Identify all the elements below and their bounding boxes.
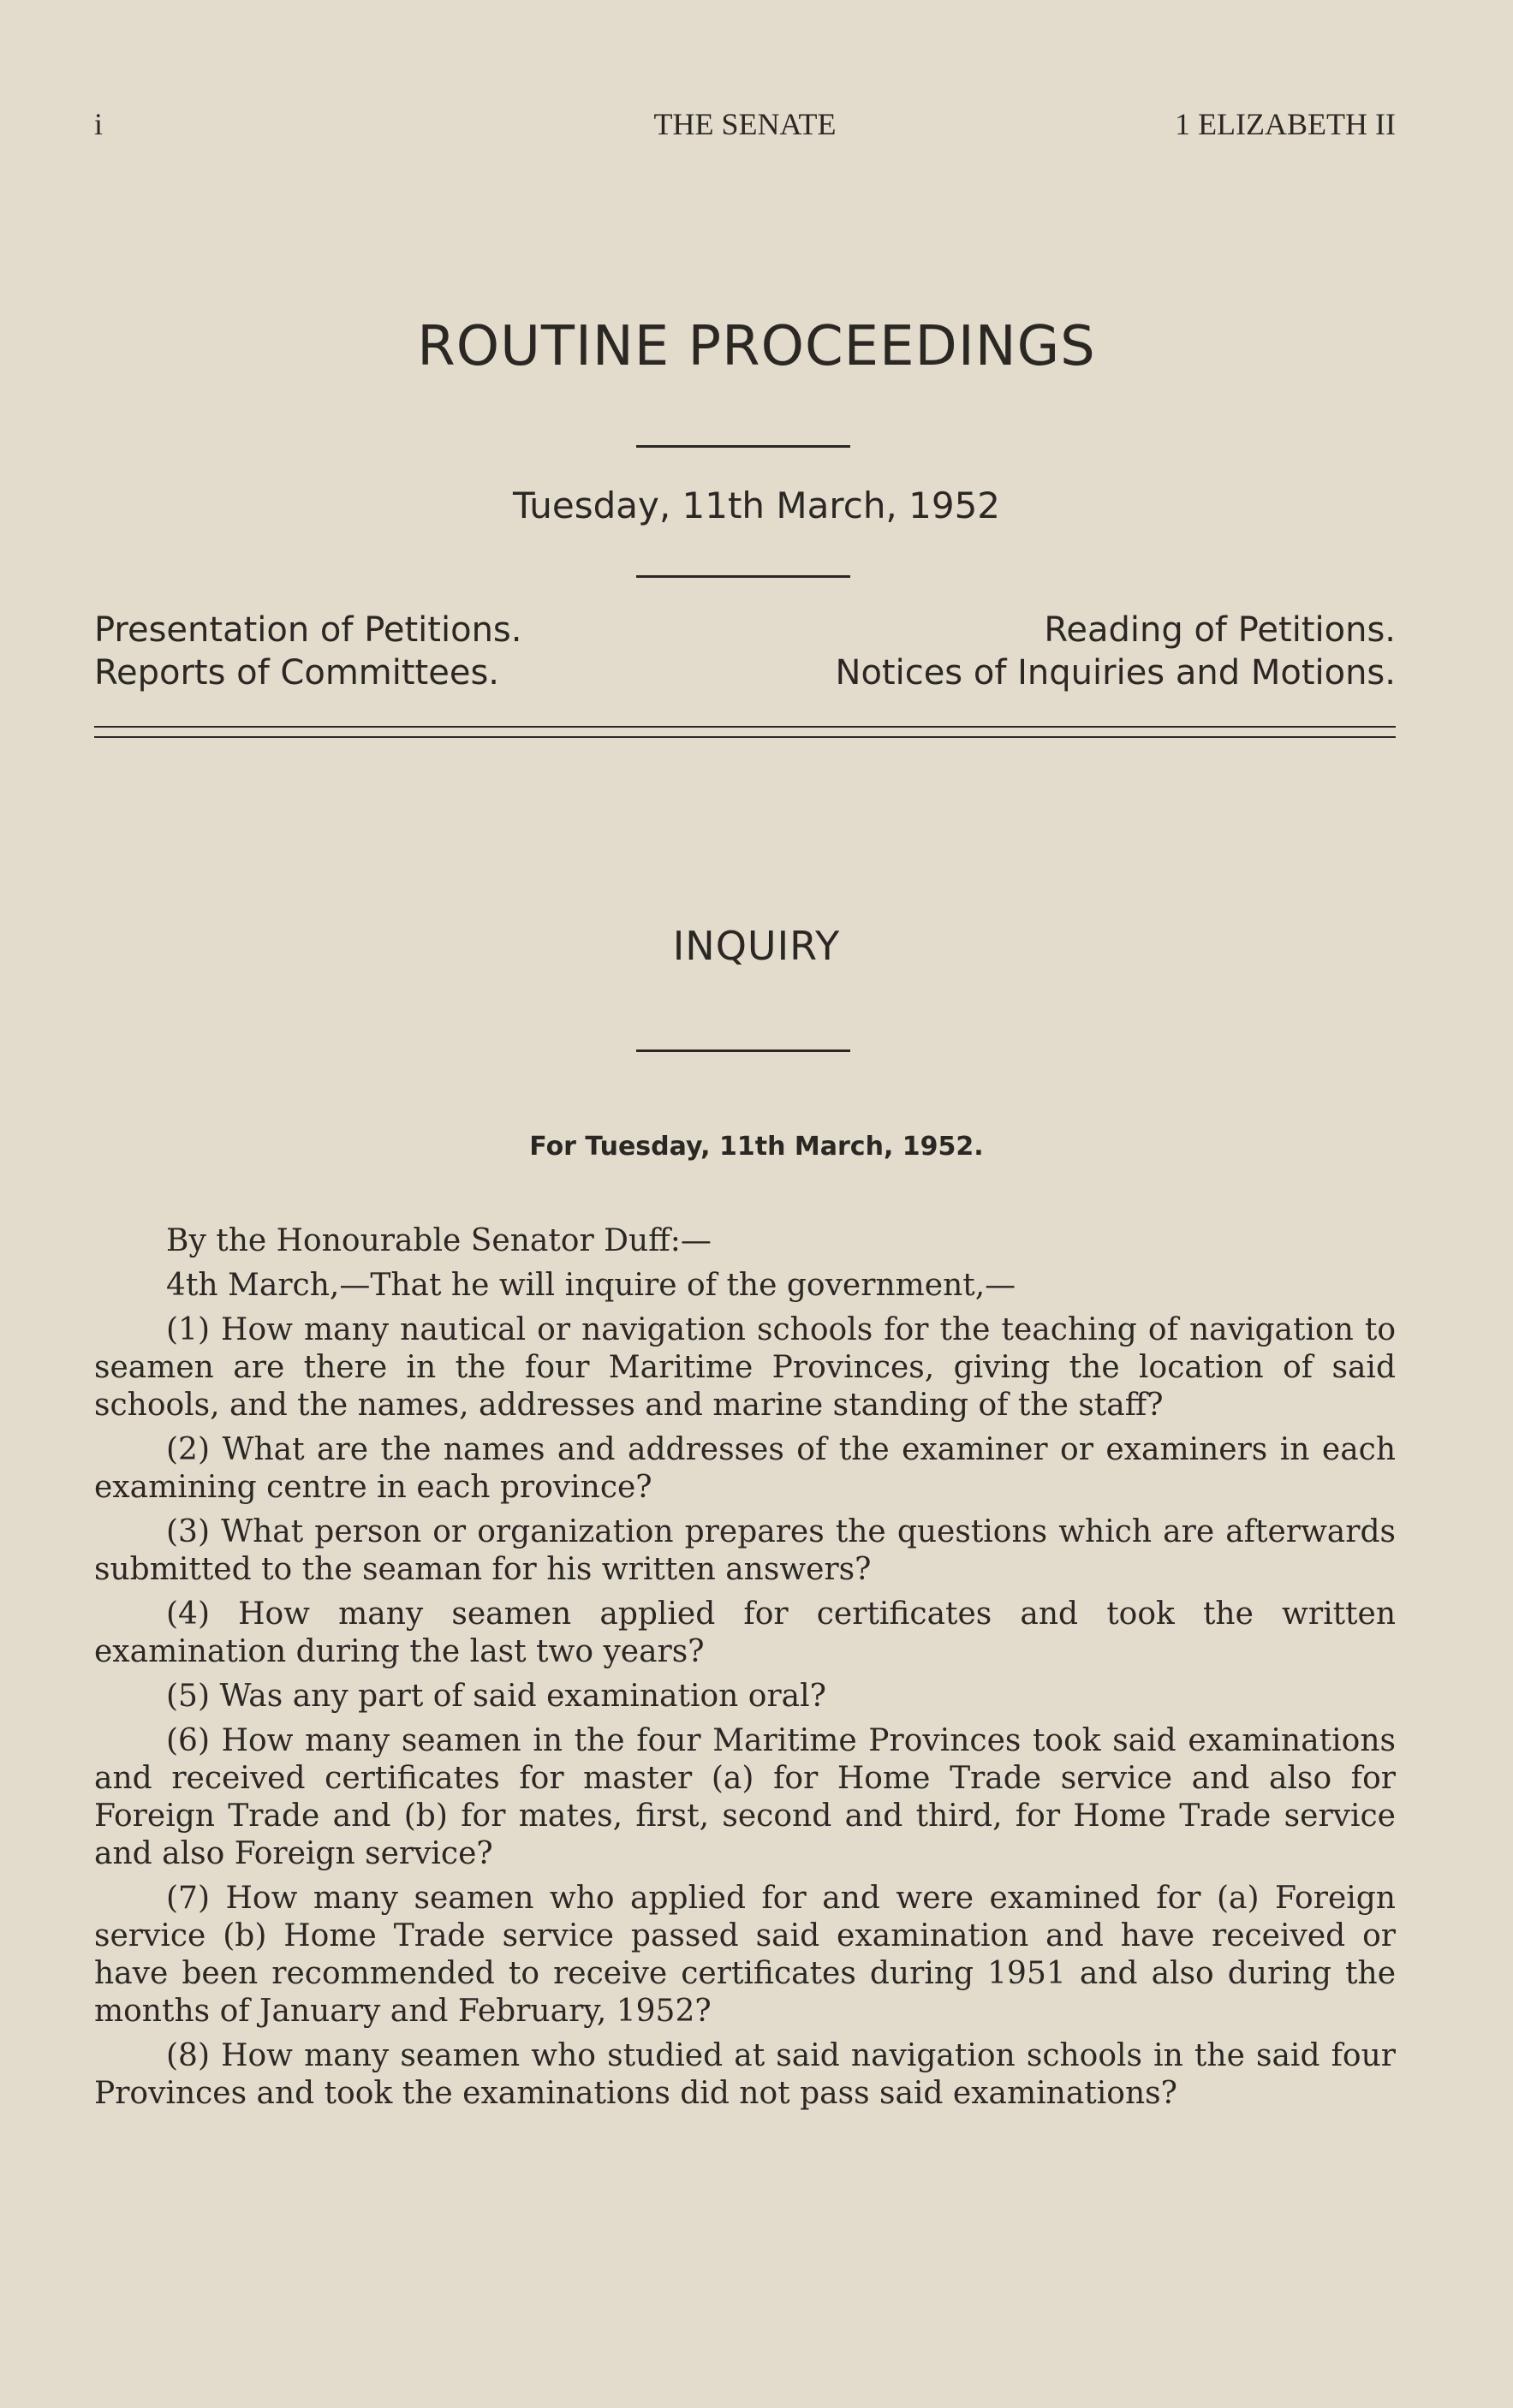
proceeding-item: Presentation of Petitions. [94,610,522,650]
page-title: ROUTINE PROCEEDINGS [417,315,1096,378]
paragraph: 4th March,—That he will inquire of the government,— [166,1268,1016,1303]
divider-rule [636,1049,850,1052]
running-head [94,106,1396,149]
double-divider-rule [94,726,1396,738]
proceedings-row [94,653,1396,699]
section-title: INQUIRY [672,923,841,969]
paragraph: (5) Was any part of said examination oral? [166,1679,826,1714]
for-date-heading: For Tuesday, 11th March, 1952. [529,1132,984,1162]
paragraph: (7) How many seamen who applied for and were examined for (a) Foreign service (b) Home Trade service passed said examination and have received or have been recommended to receive certificates during 1951 and also during the months of January and February, 1952? [94,1881,1396,2029]
paragraph: (3) What person or organization prepares the questions which are afterwards submitted to the seaman for his written answers? [94,1514,1396,1587]
paragraph: By the Honourable Senator Duff:— [166,1223,712,1258]
proceeding-item: Reading of Petitions. [1044,610,1396,650]
paragraph: (8) How many seamen who studied at said navigation schools in the said four Provinces and took the examinations did not pass said examinations? [94,2038,1396,2111]
page-number: i [94,107,104,141]
sitting-date: Tuesday, 11th March, 1952 [512,485,1001,526]
running-head-title: THE SENATE [653,107,837,141]
divider-rule [636,575,850,578]
inquiry-body [94,1222,1396,2120]
paragraph: (6) How many seamen in the four Maritime Provinces took said examinations and received certificates for master (a) for Home Trade service and also for Foreign Trade and (b) for mates, first, second and third, for Home Trade service and also Foreign service? [94,1723,1396,1871]
paragraph: (2) What are the names and addresses of the examiner or examiners in each examining centre in each province? [94,1432,1396,1505]
running-head-regnal-year: 1 ELIZABETH II [1175,107,1396,141]
proceeding-item: Reports of Committees. [94,653,500,693]
proceedings-row [94,610,1396,657]
proceeding-item: Notices of Inquiries and Motions. [835,653,1396,693]
divider-rule [636,445,850,448]
paragraph: (4) How many seamen applied for certificates and took the written examination during the last two years? [94,1596,1396,1669]
paragraph: (1) How many nautical or navigation schools for the teaching of navigation to seamen are there in the four Maritime Provinces, giving the location of said schools, and the names, addresses and marine standing of the staff? [94,1312,1396,1423]
